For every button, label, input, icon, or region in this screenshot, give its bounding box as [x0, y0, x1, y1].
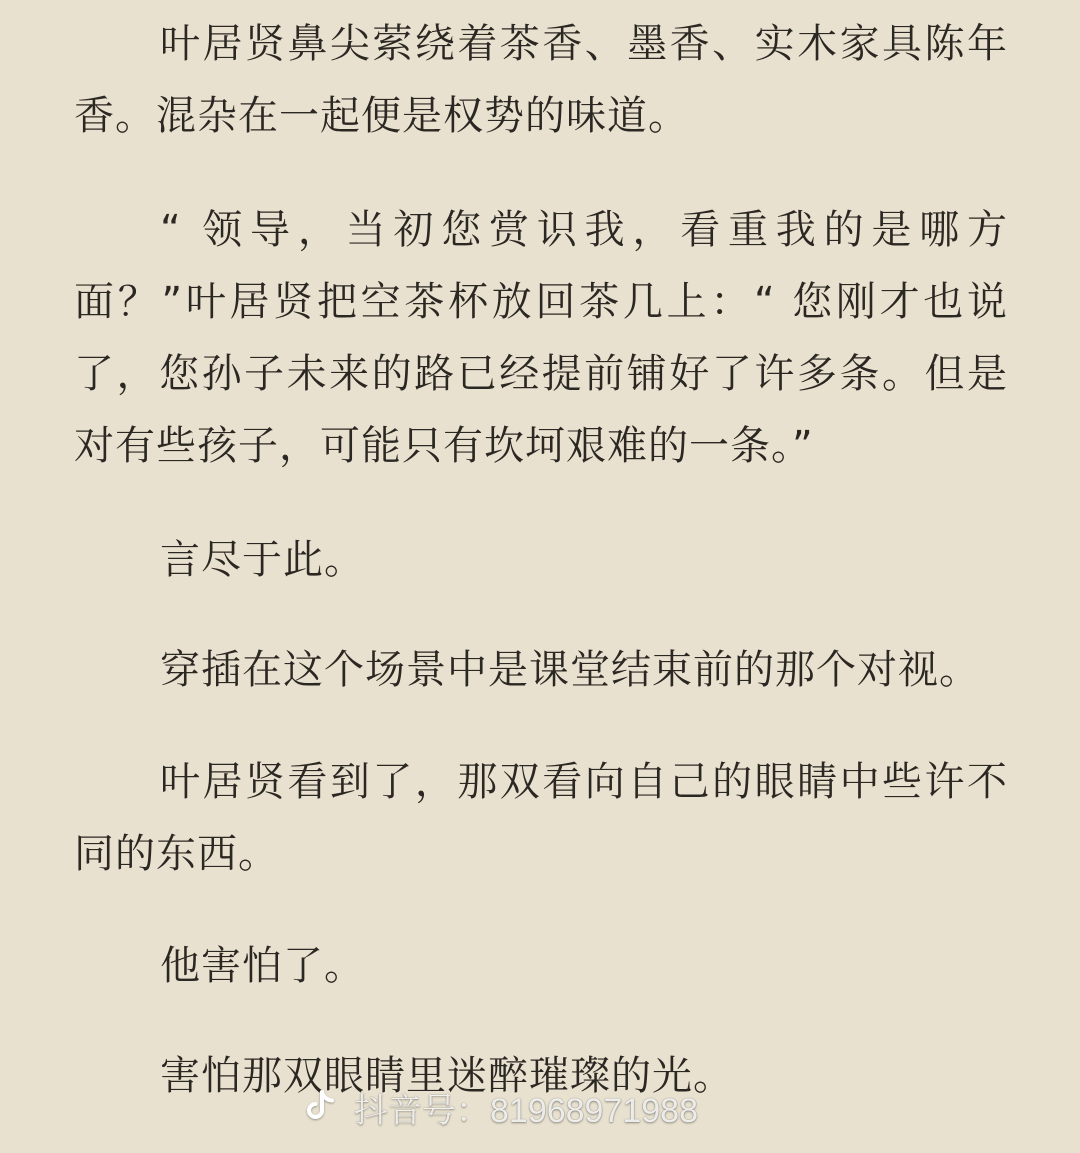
- douyin-watermark: [300, 1084, 698, 1130]
- paragraph-2: “ 领导，当初您赏识我，看重我的是哪方面？”叶居贤把空茶杯放回茶几上：“ 您刚才也说了，您孙子未来的路已经提前铺好了许多条。但是对有些孩子，可能只有坎坷艰难的一条。”: [74, 207, 1008, 469]
- paragraph-6: 他害怕了。: [160, 943, 365, 989]
- paragraph-1: 叶居贤鼻尖萦绕着茶香、墨香、实木家具陈年香。混杂在一起便是权势的味道。: [74, 21, 1008, 139]
- paragraph-7: 害怕那双眼睛里迷醉璀璨的光。: [160, 1053, 734, 1099]
- paragraph-3: 言尽于此。: [160, 537, 365, 583]
- text-page: [74, 8, 1008, 1112]
- paragraph-4: 穿插在这个场景中是课堂结束前的那个对视。: [160, 647, 980, 693]
- paragraph-5: 叶居贤看到了，那双看向自己的眼睛中些许不同的东西。: [74, 759, 1008, 877]
- douyin-logo-icon: [300, 1087, 340, 1127]
- douyin-id-text: 抖音号：81968971988: [354, 1091, 699, 1130]
